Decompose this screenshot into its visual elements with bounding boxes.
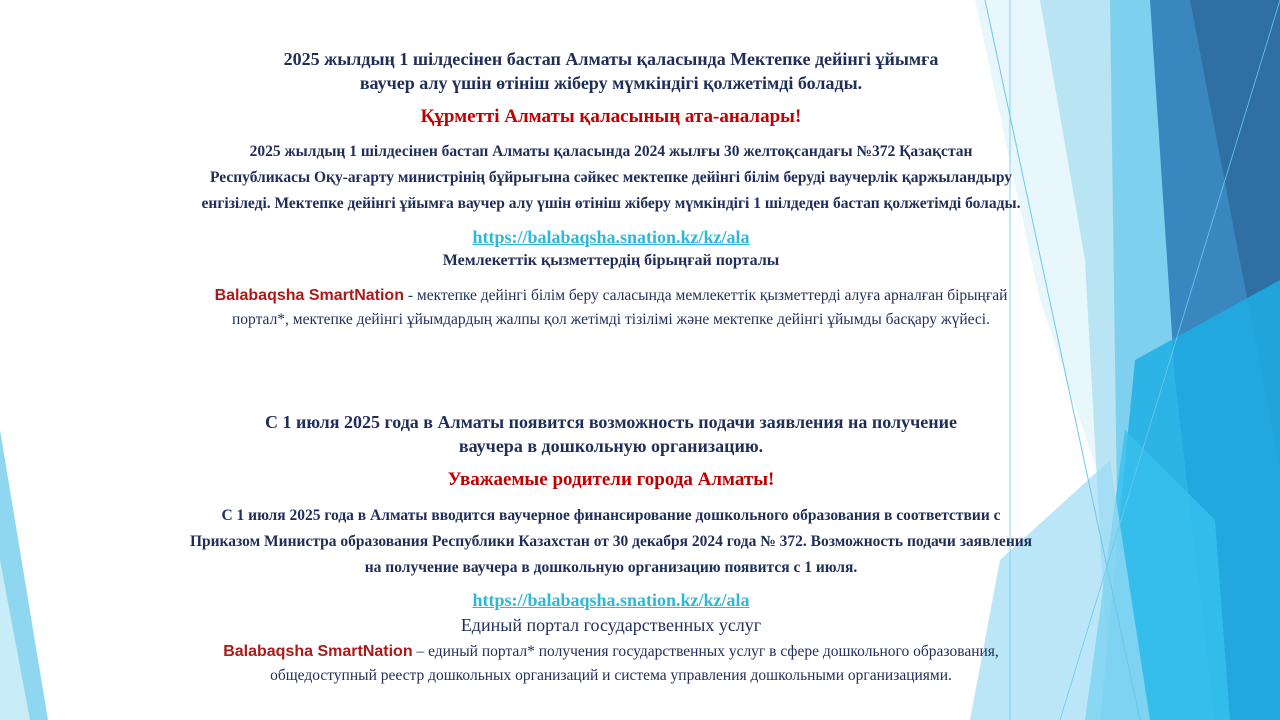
ru-title-line1: С 1 июля 2025 года в Алматы появится возможность подачи заявления на получение xyxy=(264,412,958,432)
ru-para-line3: на получение ваучера в дошкольную организацию появится с 1 июля. xyxy=(364,559,858,576)
ru-para-line2: Приказом Министра образования Республики Казахстан от 30 декабря 2024 года № 372. Возможность подачи заявления xyxy=(189,533,1033,550)
kz-title xyxy=(0,47,1222,95)
ru-para-line1: С 1 июля 2025 года в Алматы вводится ваучерное финансирование дошкольного образования в соответствии с xyxy=(221,507,1001,524)
ru-greeting: Уважаемые родители города Алматы! xyxy=(447,469,775,490)
kz-desc-line1 xyxy=(0,284,1222,308)
kz-link-row xyxy=(0,225,1222,249)
ru-desc-line1 xyxy=(0,640,1222,664)
kz-paragraph xyxy=(0,139,1222,217)
ru-paragraph xyxy=(0,503,1222,581)
kz-portal-name: Мемлекеттік қызметтердің бірыңғай порталы xyxy=(442,252,780,269)
ru-desc-line1-rest: – единый портал* получения государственных услуг в сфере дошкольного образования, xyxy=(412,643,999,660)
ru-title xyxy=(0,410,1222,458)
kz-para-line2: Республикасы Оқу-ағарту министрінің бұйрығына сәйкес мектепке дейінгі білім беруді ваучерлік қаржыландыру xyxy=(210,169,1012,186)
kz-brand: Balabaqsha SmartNation xyxy=(214,287,404,304)
kz-title-line1: 2025 жылдың 1 шілдесінен бастап Алматы қаласында Мектепке дейінгі ұйымға xyxy=(283,49,939,69)
ru-title-line2: ваучера в дошкольную организацию. xyxy=(458,436,764,456)
kz-para-line3: енгізіледі. Мектепке дейінгі ұйымға ваучер алу үшін өтініш жіберу мүмкіндігі 1 шілдеден бастап қолжетімді болады. xyxy=(201,195,1021,212)
kz-portal-link[interactable]: https://balabaqsha.snation.kz/kz/ala xyxy=(472,227,750,247)
ru-portal-link[interactable]: https://balabaqsha.snation.kz/kz/ala xyxy=(472,590,750,610)
kz-title-line2: ваучер алу үшін өтініш жіберу мүмкіндігі қолжетімді болады. xyxy=(359,73,863,93)
ru-desc-line2: общедоступный реестр дошкольных организаций и система управления дошкольными организациями. xyxy=(270,667,952,684)
ru-link-row xyxy=(0,588,1222,612)
ru-description xyxy=(0,640,1222,688)
ru-portal-name: Единый портал государственных услуг xyxy=(460,615,762,635)
kz-description xyxy=(0,284,1222,332)
kz-desc-line2: портал*, мектепке дейінгі ұйымдардың жалпы қол жетімді тізілімі және мектепке дейінгі ұйымды басқару жүйесі. xyxy=(232,311,990,328)
kz-greeting: Құрметті Алматы қаласының ата-аналары! xyxy=(420,106,802,127)
kz-para-line1: 2025 жылдың 1 шілдесінен бастап Алматы қаласында 2024 жылғы 30 желтоқсандағы №372 Қазақстан xyxy=(249,143,973,160)
ru-brand: Balabaqsha SmartNation xyxy=(223,643,413,660)
kz-desc-line1-rest: - мектепке дейінгі білім беру саласында мемлекеттік қызметтерді алуға арналған бірыңғай xyxy=(403,287,1008,304)
